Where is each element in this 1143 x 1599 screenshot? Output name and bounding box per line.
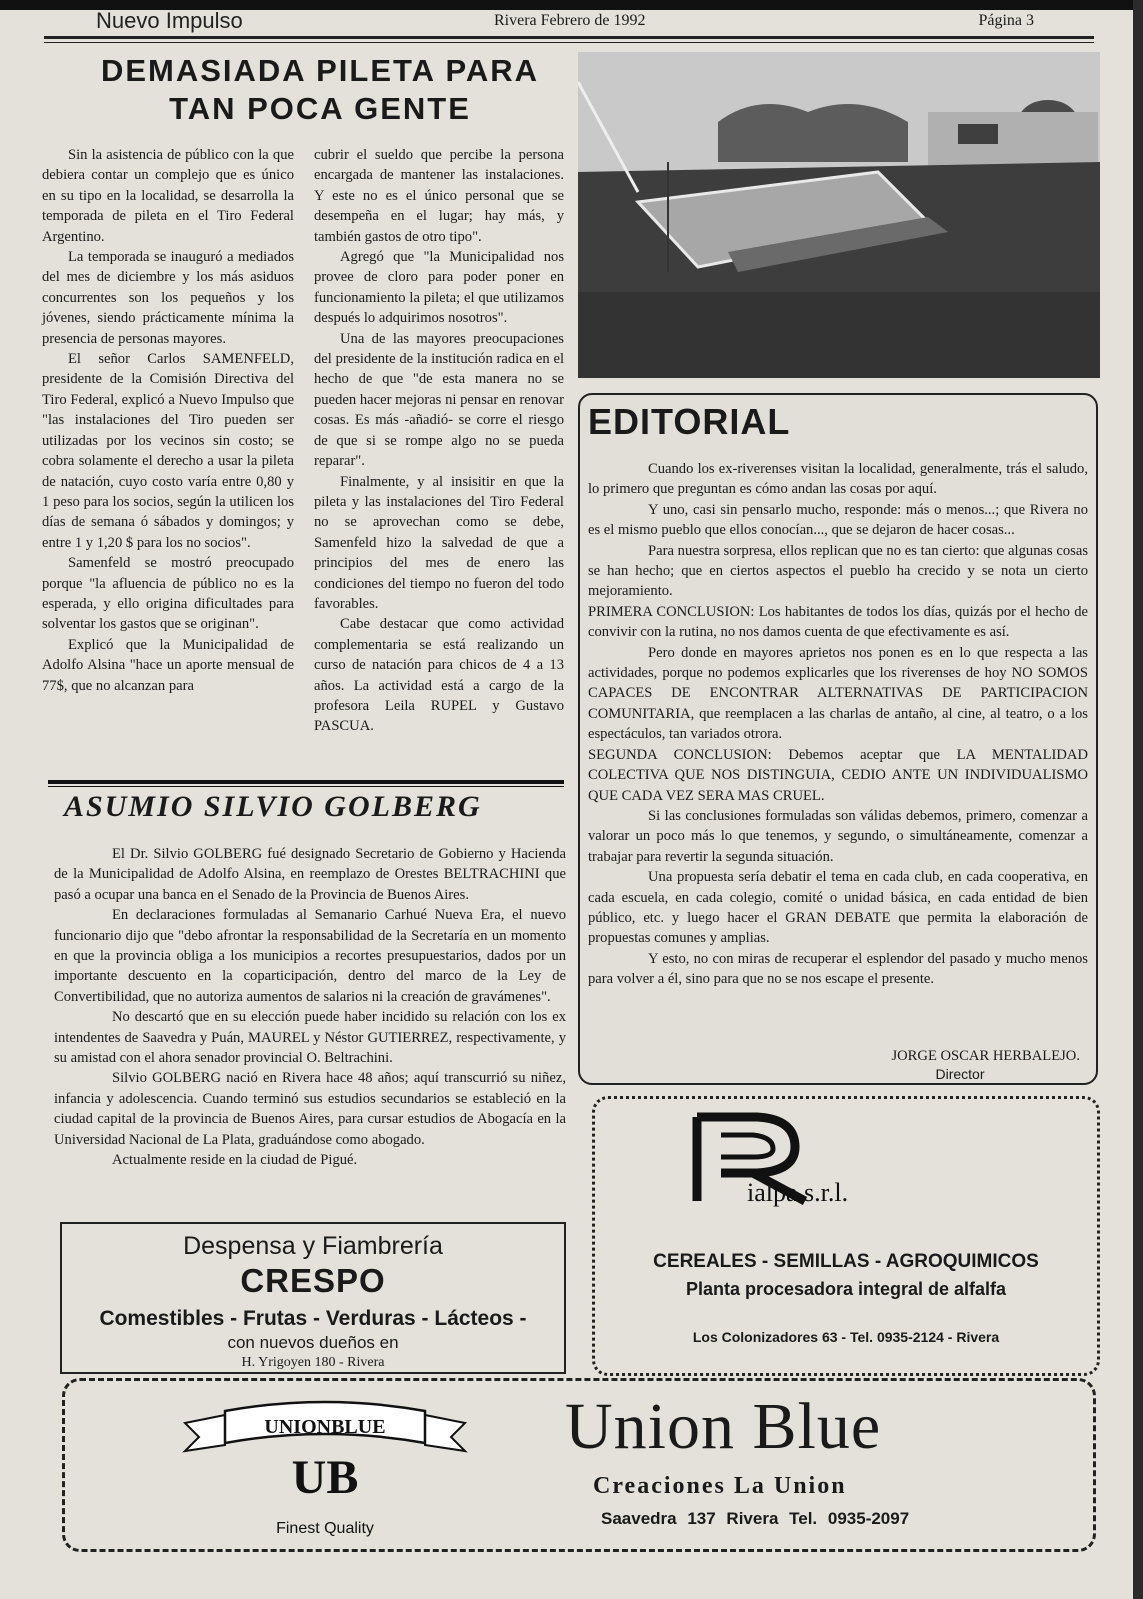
editorial-body bbox=[588, 459, 1088, 990]
ad-address: Saavedra 137 Rivera Tel. 0935-2097 bbox=[601, 1509, 910, 1528]
advertisement-pialpa bbox=[592, 1096, 1100, 1376]
masthead-rule-thin bbox=[44, 42, 1094, 43]
paragraph: Una de las mayores preocupaciones del presidente de la institución radica en el hecho de que "de esta manera no se pueden hacer mejoras ni pensar en renovar cosas. Es más -añadió- se corre el riesgo de que si se rompe algo no se pueda reparar". bbox=[314, 330, 564, 470]
pialpa-logo bbox=[687, 1109, 1017, 1209]
issue-date: Rivera Febrero de 1992 bbox=[494, 12, 646, 29]
section-rule-thin bbox=[48, 786, 564, 787]
swimming-pool-photo bbox=[578, 52, 1100, 378]
author-role: Director bbox=[935, 1066, 985, 1082]
advertisement-union-blue bbox=[62, 1378, 1096, 1552]
ad-address: H. Yrigoyen 180 - Rivera bbox=[241, 1355, 385, 1370]
paragraph: Samenfeld se mostró preocupado porque "la afluencia de público no es la esperada, y ello origina dificultades para solventar los gastos que se originan". bbox=[42, 555, 294, 633]
paragraph: El Dr. Silvio GOLBERG fué designado Secretario de Gobierno y Hacienda de la Municipalidad de Adolfo Alsina, en reemplazo de Orestes BELTRACHINI que pasó a ocupar una banca en el Senado de la Provincia de Buenos Aires. bbox=[54, 846, 566, 903]
paragraph: Pero donde en mayores aprietos nos ponen es en lo que respecta a las actividades, porque no podemos explicarles que los riverenses de hoy NO SOMOS CAPACES DE ENCONTRAR ALTERNATIVAS DE PARTICIPACION COMUNITARIA, que reemplacen a las charlas de antaño, al cine, al teatro, o a los espectáculos, tan variados otrora. bbox=[588, 644, 1088, 743]
article-column-1 bbox=[42, 145, 294, 696]
masthead-rule bbox=[44, 36, 1094, 39]
ad-line: Planta procesadora integral de alfalfa bbox=[685, 1279, 1007, 1299]
union-blue-logo bbox=[165, 1393, 485, 1543]
editorial-title: EDITORIAL bbox=[588, 401, 791, 442]
article-headline: ASUMIO SILVIO GOLBERG bbox=[64, 790, 482, 823]
paragraph: Cuando los ex-riverenses visitan la localidad, generalmente, trás el saludo, lo primero que preguntan es cómo andan las cosas por aquí. bbox=[588, 461, 1088, 498]
paragraph: Para nuestra sorpresa, ellos replican que no es tan cierto: que algunas cosas se han hecho; que en ciertos aspectos el pueblo ha crecido y se nota un cierto mejoramiento. bbox=[588, 542, 1088, 600]
paragraph: Si las conclusiones formuladas son válidas debemos, primero, comenzar a valorar un poco más lo que tenemos, y segundo, o simultáneamente, comenzar a trabajar para revertir la segunda situación. bbox=[588, 807, 1088, 865]
paragraph: SEGUNDA CONCLUSION: Debemos aceptar que LA MENTALIDAD COLECTIVA QUE NOS DISTINGUIA, CEDIO ANTE UN INDIVIDUALISMO QUE CADA VEZ SERA MAS CRUEL. bbox=[588, 746, 1088, 804]
paragraph: Agregó que "la Municipalidad nos provee de cloro para poder poner en funcionamiento la pileta; el que utilizamos después lo adquirimos nosotros". bbox=[314, 249, 564, 327]
masthead bbox=[44, 6, 1094, 36]
author-name: JORGE OSCAR HERBALEJO. bbox=[891, 1048, 1080, 1064]
ad-line: CEREALES - SEMILLAS - AGROQUIMICOS bbox=[653, 1251, 1039, 1272]
paragraph: Finalmente, y al insisitir en que la pileta y las instalaciones del Tiro Federal no se aprovechan como se debe, Samenfeld hizo la salvedad de que a principios del mes de enero las condiciones del tiempo no fueron del todo favorables. bbox=[314, 473, 564, 612]
paragraph: No descartó que en su elección puede haber incidido su relación con los ex intendentes de Saavedra y Puán, MAUREL y Néstor GUTIERREZ, respectivamente, y su amistad con el ahora senador provincial O. Beltrachini. bbox=[54, 1009, 566, 1067]
article-column-2 bbox=[314, 145, 564, 737]
ad-brand-name: CRESPO bbox=[240, 1262, 386, 1299]
ad-brand-name: Union Blue bbox=[565, 1390, 882, 1463]
ad-address: Los Colonizadores 63 - Tel. 0935-2124 - Rivera bbox=[692, 1329, 1000, 1345]
page-number: Página 3 bbox=[978, 12, 1034, 29]
article-body bbox=[54, 844, 566, 1171]
paragraph: cubrir el sueldo que percibe la persona encargada de mantener las instalaciones. Y este no es el único personal que se desempeña en el lugar; hay más, y también gastos de otro tipo". bbox=[314, 147, 564, 245]
newspaper-name: Nuevo Impulso bbox=[96, 8, 243, 33]
article-headline bbox=[60, 52, 580, 128]
paragraph: El señor Carlos SAMENFELD, presidente de la Comisión Directiva del Tiro Federal, explicó a Nuevo Impulso que "las instalaciones del Tiro pueden ser utilizadas por los vecinos sin costo; se cobra solamente el derecho a usar la pileta de natación, cuyo costo varía entre 0,80 y 1 peso para los socios, según la utilicen los días de semana ó sábados y domingos; y entre 1 y 1,20 $ para los no socios". bbox=[42, 351, 294, 551]
advertisement-crespo bbox=[60, 1222, 566, 1374]
pialpa-logo-text: ialpa s.r.l. bbox=[747, 1178, 849, 1207]
right-border bbox=[1133, 0, 1143, 1599]
ad-products: Comestibles - Frutas - Verduras - Lácteos - bbox=[99, 1307, 527, 1330]
section-rule bbox=[48, 780, 564, 784]
headline-line-2: TAN POCA GENTE bbox=[169, 91, 471, 126]
editorial-signature bbox=[760, 1047, 1080, 1083]
banner-text: UNIONBLUE bbox=[264, 1416, 386, 1438]
paragraph: La temporada se inauguró a mediados del mes de diciembre y los más asiduos concurrentes son los pequeños y los jóvenes, siendo prácticamente mínima la presencia de personas mayores. bbox=[42, 249, 294, 347]
paragraph: En declaraciones formuladas al Semanario Carhué Nueva Era, el nuevo funcionario dijo que "debo afrontar la responsabilidad de la Secretaría en un momento en que la provincia obliga a los municipios a recortes presupuestarios, dados por un importante descuento en la coparticipación, dentro del marco de la Ley de Convertibilidad, que no autoriza aumentos de salarios ni la creación de gravámenes". bbox=[54, 907, 566, 1005]
paragraph: Y uno, casi sin pensarlo mucho, responde: más o menos...; que Rivera no es el mismo pueblo que ellos conocían..., que se dejaron de hacer cosas... bbox=[588, 501, 1088, 539]
paragraph: Actualmente reside en la ciudad de Pigué. bbox=[112, 1152, 358, 1169]
paragraph: Cabe destacar que como actividad complementaria se está realizando un curso de natación para chicos de 4 a 13 años. La actividad está a cargo de la profesora Leila RUPEL y Gustavo PASCUA. bbox=[314, 616, 564, 735]
paragraph: Una propuesta sería debatir el tema en cada club, en cada cooperativa, en cada escuela, en cada colegio, comité o unidad básica, en cada entidad de bien público, etc. y luego hacer el GRAN DEBATE que permita la elaboración de propuestas comunes y amplias. bbox=[588, 869, 1088, 947]
paragraph: Y esto, no con miras de recuperar el esplendor del pasado y mucho menos para volver a él, sino para que no se nos escape el presente. bbox=[588, 950, 1088, 988]
ad-line: con nuevos dueños en bbox=[227, 1333, 399, 1352]
ad-subtitle: Creaciones La Union bbox=[593, 1473, 847, 1499]
paragraph: Sin la asistencia de público con la que debiera contar un complejo que es único en su tipo en la localidad, se desarrolla la temporada de pileta en el Tiro Federal Argentino. bbox=[42, 147, 294, 245]
paragraph: Explicó que la Municipalidad de Adolfo Alsina "hace un aporte mensual de 77$, que no alcanzan para bbox=[42, 636, 294, 694]
editorial-box bbox=[578, 393, 1098, 1085]
ub-monogram: UB bbox=[291, 1451, 359, 1504]
ub-tagline: Finest Quality bbox=[276, 1520, 374, 1537]
paragraph: PRIMERA CONCLUSION: Los habitantes de todos los días, quizás por el hecho de convivir con la rutina, no nos damos cuenta de que efectivamente es así. bbox=[588, 603, 1088, 641]
ad-line: Despensa y Fiambrería bbox=[183, 1232, 443, 1260]
photo-image bbox=[578, 52, 1100, 378]
paragraph: Silvio GOLBERG nació en Rivera hace 48 años; aquí transcurrió su niñez, infancia y adolescencia. Cuando terminó sus estudios secundarios se estableció en la ciudad capital de la provincia de Buenos Aires, para cursar estudios de Abogacía en la Universidad Nacional de La Plata, graduándose como abogado. bbox=[54, 1070, 566, 1148]
headline-line-1: DEMASIADA PILETA PARA bbox=[100, 53, 540, 88]
